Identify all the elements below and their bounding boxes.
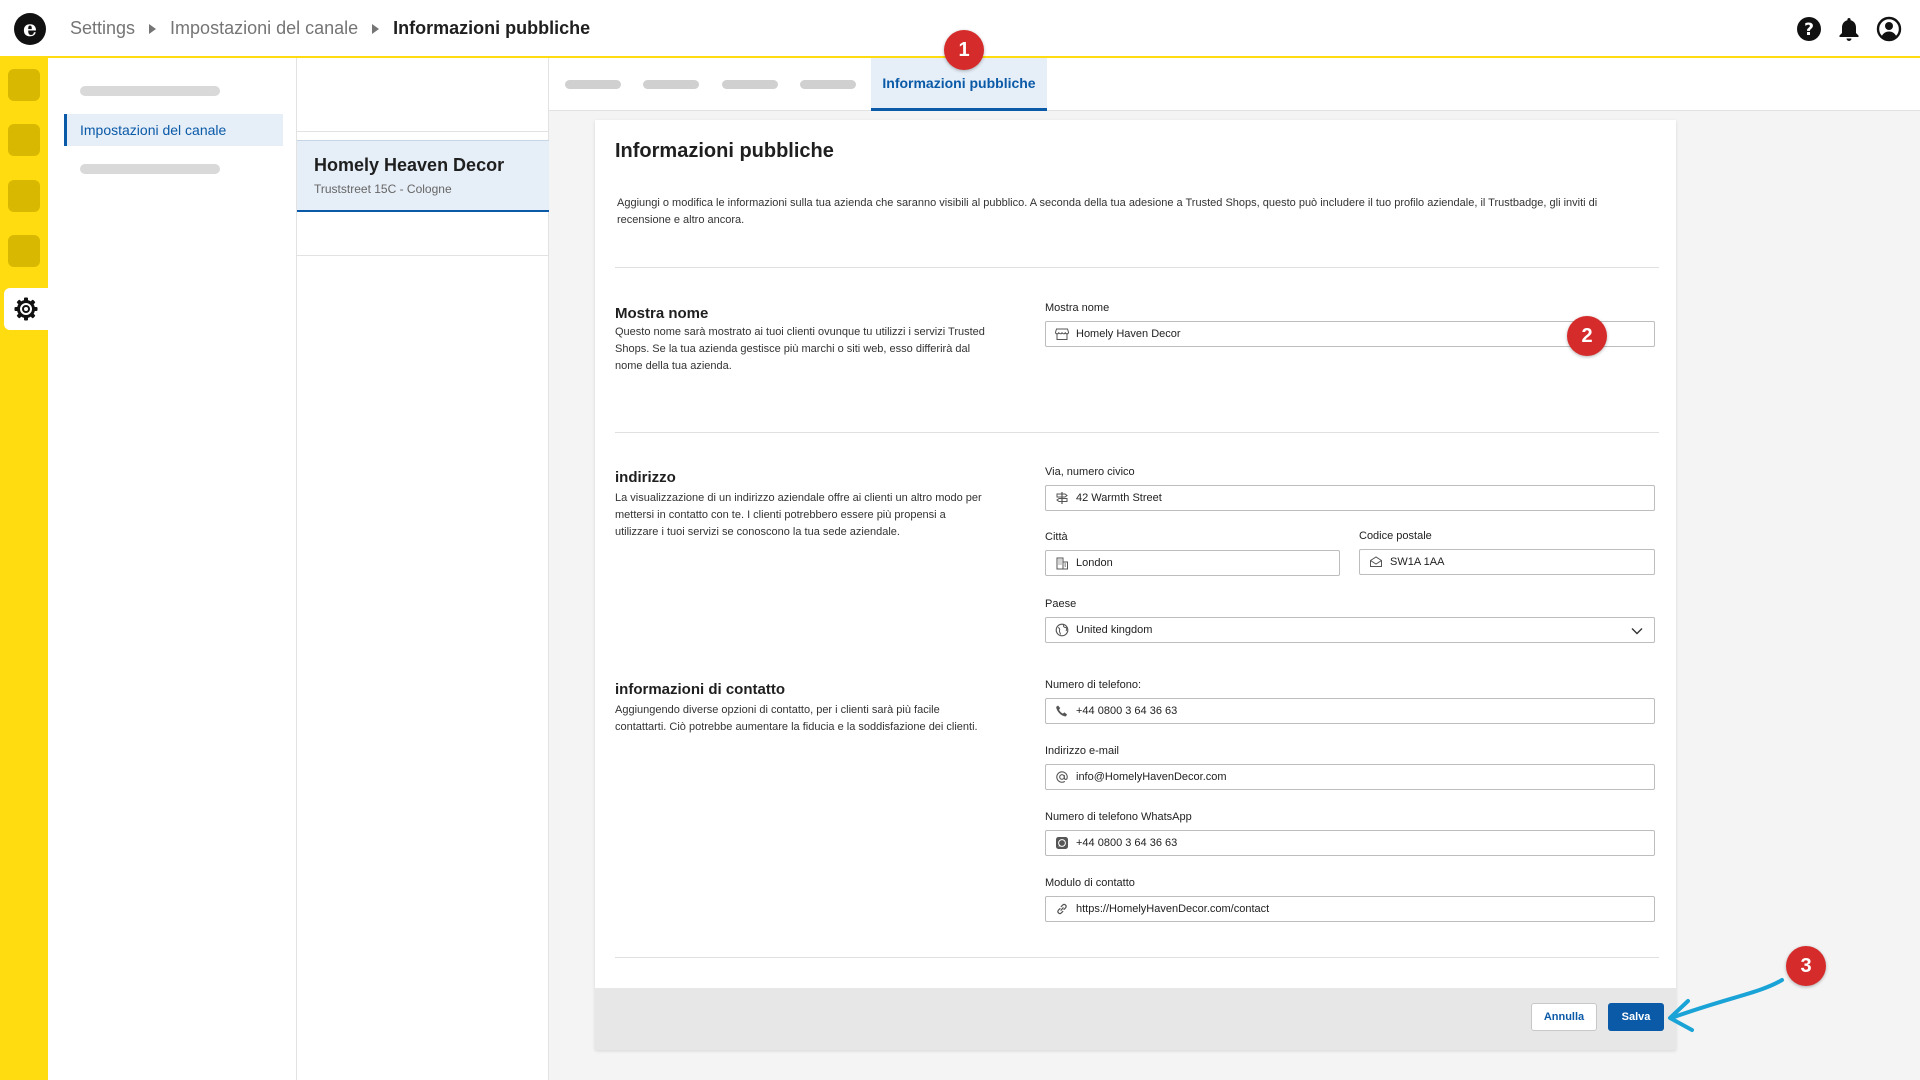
app-rail	[0, 58, 48, 1080]
street-value: 42 Warmth Street	[1076, 492, 1162, 504]
contact-form-value: https://HomelyHavenDecor.com/contact	[1076, 903, 1270, 915]
field-label-display-name: Mostra nome	[1045, 302, 1110, 314]
field-label-phone: Numero di telefono:	[1045, 679, 1141, 691]
account-icon[interactable]	[1876, 16, 1902, 42]
breadcrumb-settings[interactable]: Settings	[70, 18, 136, 38]
notification-bell-icon[interactable]	[1836, 16, 1862, 42]
annotation-marker-1: 1	[944, 30, 984, 70]
divider	[297, 255, 549, 256]
whatsapp-input[interactable]	[1045, 830, 1655, 856]
divider	[615, 267, 1659, 268]
tab-public-info[interactable]: Informazioni pubbliche	[871, 58, 1047, 111]
save-button[interactable]: Salva	[1608, 1003, 1664, 1031]
breadcrumb-current: Informazioni pubbliche	[393, 18, 591, 38]
section-description-contact: Aggiungendo diverse opzioni di contatto, per i clienti sarà più facile contattarti. Ciò potrebbe aumentare la fiducia e la soddisfazione dei clienti.	[615, 704, 978, 733]
gear-icon	[13, 296, 39, 322]
mailbox-icon	[1369, 555, 1383, 569]
breadcrumb-separator-icon	[372, 24, 379, 34]
country-value: United kingdom	[1076, 624, 1153, 636]
breadcrumb	[70, 18, 590, 39]
email-value: info@HomelyHavenDecor.com	[1076, 771, 1227, 783]
channel-card[interactable]	[297, 140, 549, 212]
field-label-email: Indirizzo e-mail	[1045, 745, 1119, 757]
nav-item-placeholder	[80, 86, 220, 96]
breadcrumb-separator-icon	[149, 24, 156, 34]
tab-placeholder[interactable]	[800, 80, 856, 89]
rail-nav-item[interactable]	[8, 69, 40, 101]
section-description-address: La visualizzazione di un indirizzo aziendale offre ai clienti un altro modo per mettersi in contatto con te. I clienti potrebbero essere più propensi a utilizzare i tuoi servizi se conoscono la tua sede aziendale.	[615, 492, 982, 538]
svg-text:?: ?	[1804, 20, 1814, 40]
field-label-postal-code: Codice postale	[1359, 530, 1432, 542]
section-title-address: indirizzo	[615, 469, 676, 486]
phone-icon	[1055, 704, 1069, 718]
rail-nav-item[interactable]	[8, 235, 40, 267]
tab-placeholder[interactable]	[565, 80, 621, 89]
rail-nav-item[interactable]	[8, 180, 40, 212]
section-title-contact: informazioni di contatto	[615, 681, 785, 698]
phone-input[interactable]	[1045, 698, 1655, 724]
divider	[615, 432, 1659, 433]
tab-placeholder[interactable]	[643, 80, 699, 89]
section-title-display-name: Mostra nome	[615, 305, 709, 322]
rail-settings-item[interactable]	[4, 288, 48, 330]
page-description: Aggiungi o modifica le informazioni sulla tua azienda che saranno visibili al pubblico. A seconda della tua adesione a Trusted Shops, questo può includere il tuo profilo aziendale, il Trustbadge, gli inviti di recensione e altro ancora.	[617, 197, 1598, 226]
settings-nav	[48, 58, 297, 1080]
street-input[interactable]	[1045, 485, 1655, 511]
annotation-arrow-icon	[1660, 975, 1790, 1035]
channel-address: Truststreet 15C - Cologne	[314, 182, 452, 196]
divider	[615, 957, 1659, 958]
field-label-street: Via, numero civico	[1045, 466, 1135, 478]
country-select[interactable]	[1045, 617, 1655, 643]
phone-value: +44 0800 3 64 36 63	[1076, 705, 1178, 717]
main-content	[549, 58, 1920, 1080]
whatsapp-value: +44 0800 3 64 36 63	[1076, 837, 1178, 849]
channel-name: Homely Heaven Decor	[314, 155, 505, 175]
page-title: Informazioni pubbliche	[615, 140, 834, 162]
channel-list	[297, 58, 549, 1080]
contact-form-input[interactable]	[1045, 896, 1655, 922]
display-name-input[interactable]	[1045, 321, 1655, 347]
field-label-contact-form: Modulo di contatto	[1045, 877, 1135, 889]
public-info-card	[595, 120, 1676, 1050]
nav-item-channel-settings[interactable]: Impostazioni del canale	[64, 114, 283, 146]
city-input[interactable]	[1045, 550, 1340, 576]
breadcrumb-channel-settings[interactable]: Impostazioni del canale	[170, 18, 359, 38]
display-name-value: Homely Haven Decor	[1076, 328, 1181, 340]
brand-logo[interactable]: e	[14, 13, 46, 45]
rail-nav-item[interactable]	[8, 124, 40, 156]
building-icon	[1055, 556, 1069, 570]
field-label-city: Città	[1045, 531, 1068, 543]
email-input[interactable]	[1045, 764, 1655, 790]
chevron-down-icon[interactable]	[1630, 624, 1644, 638]
store-icon	[1055, 327, 1069, 341]
section-description-display-name: Questo nome sarà mostrato ai tuoi clienti ovunque tu utilizzi i servizi Trusted Shops. Se la tua azienda gestisce più marchi o siti web, esso differirà dal nome della tua azienda.	[615, 326, 985, 372]
field-label-country: Paese	[1045, 598, 1077, 610]
divider	[297, 131, 549, 132]
cancel-button[interactable]: Annulla	[1531, 1003, 1597, 1031]
annotation-marker-3: 3	[1786, 946, 1826, 986]
link-icon	[1055, 902, 1069, 916]
annotation-marker-2: 2	[1567, 316, 1607, 356]
globe-icon	[1055, 623, 1069, 637]
tab-placeholder[interactable]	[722, 80, 778, 89]
tab-bar	[549, 58, 1920, 111]
card-footer	[595, 988, 1676, 1050]
help-icon[interactable]	[1796, 16, 1822, 42]
whatsapp-icon	[1055, 836, 1069, 850]
postal-code-input[interactable]	[1359, 549, 1655, 575]
postal-code-value: SW1A 1AA	[1390, 556, 1445, 568]
at-sign-icon	[1055, 770, 1069, 784]
city-value: London	[1076, 557, 1113, 569]
field-label-whatsapp: Numero di telefono WhatsApp	[1045, 811, 1192, 823]
signpost-icon	[1055, 491, 1069, 505]
nav-item-placeholder	[80, 164, 220, 174]
